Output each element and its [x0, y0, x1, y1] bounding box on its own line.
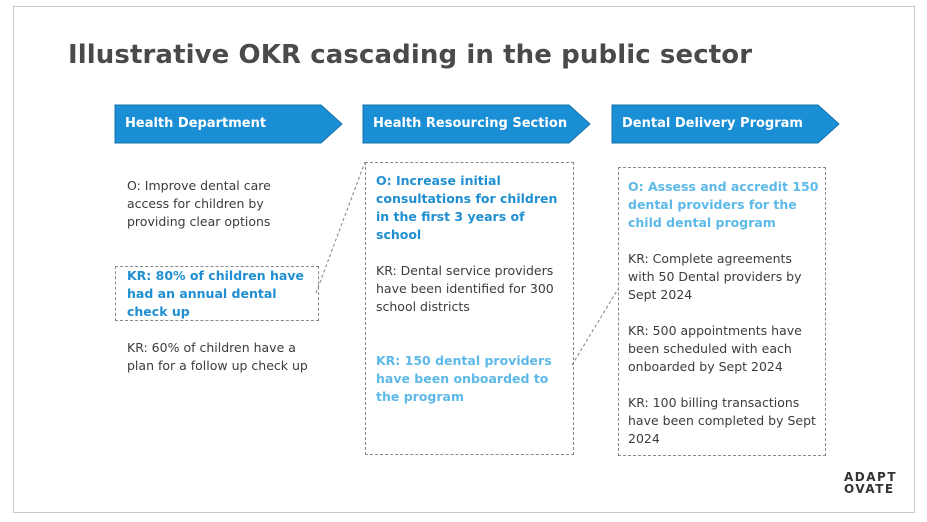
logo-line: ADAPT — [844, 470, 898, 484]
connector-line — [572, 289, 618, 365]
slide — [13, 6, 915, 513]
adaptovate-logo — [844, 471, 897, 495]
key-result: KR: Dental service providers have been identified for 300 school districts — [376, 263, 554, 314]
cascade-connectors — [14, 7, 914, 512]
key-result-highlighted: KR: 80% of children have had an annual dental check up — [127, 268, 304, 319]
header-label: Health Department — [125, 116, 267, 131]
header-label: Health Resourcing Section — [373, 116, 568, 131]
key-result: KR: 100 billing transactions have been completed by Sept 2024 — [628, 395, 816, 446]
key-result-highlighted: KR: 150 dental providers have been onboarded to the program — [376, 353, 552, 404]
key-result: KR: 500 appointments have been scheduled with each onboarded by Sept 2024 — [628, 323, 802, 374]
key-result: KR: Complete agreements with 50 Dental providers by Sept 2024 — [628, 251, 802, 302]
objective-health-resourcing: O: Increase initial consultations for children in the first 3 years of school — [376, 173, 558, 242]
header-label: Dental Delivery Program — [622, 116, 803, 131]
connector-line — [316, 162, 365, 293]
key-result: KR: 60% of children have a plan for a follow up check up — [127, 340, 308, 373]
objective-dental-delivery: O: Assess and accredit 150 dental providers for the child dental program — [628, 179, 819, 230]
objective-health-department: O: Improve dental care access for children by providing clear options — [127, 178, 271, 229]
logo-line: OVATE — [844, 482, 895, 496]
slide-title: Illustrative OKR cascading in the public sector — [68, 40, 753, 70]
